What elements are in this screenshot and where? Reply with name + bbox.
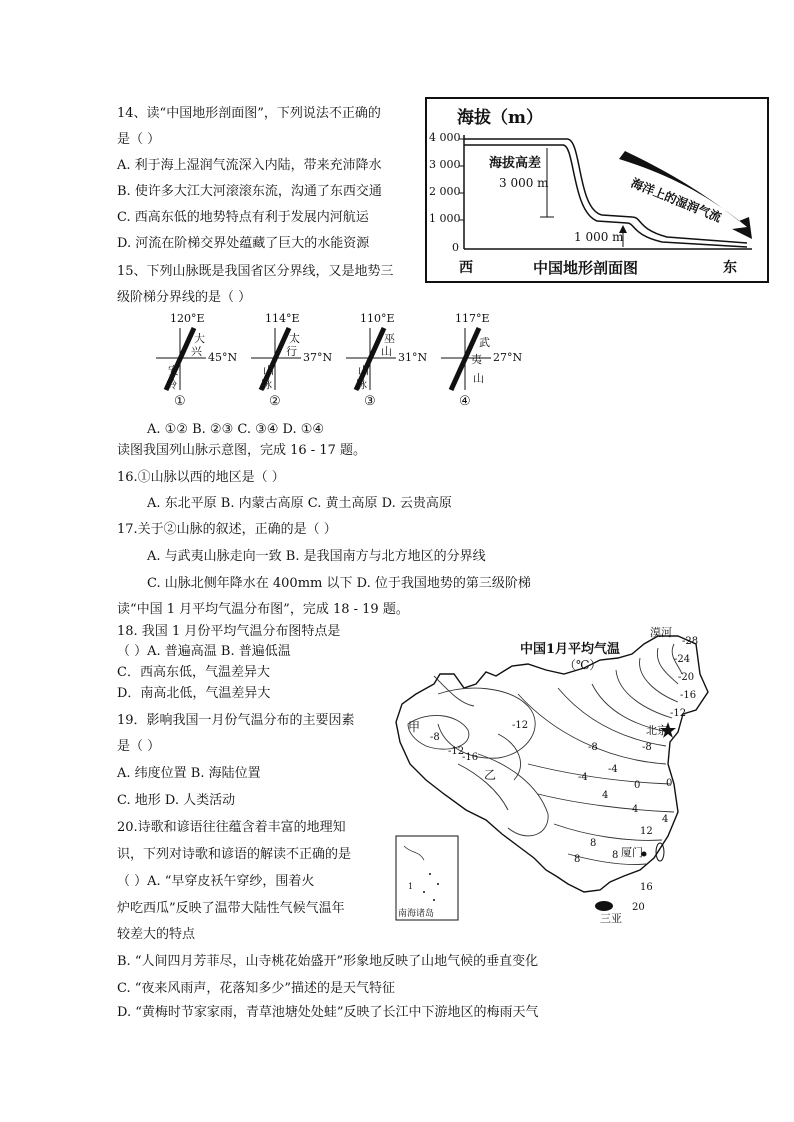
range-3-char-4: 脉 [356, 378, 367, 391]
q19-stem-line2: 是（ ） [117, 739, 161, 754]
map-label-sanya: 三亚 [600, 912, 622, 925]
range-figure-1 [150, 312, 240, 412]
q14-option-b: B. 使许多大江大河滚滚东流，沟通了东西交通 [117, 184, 382, 199]
isotherm-label: -12 [512, 720, 529, 731]
map-title: 中国1月平均气温 [520, 642, 621, 657]
isotherm-label: 4 [602, 790, 609, 801]
q20-option-a-line2: 炉吃西瓜”反映了温带大陆性气候气温年 [117, 901, 345, 916]
range-1-longitude: 120°E [170, 312, 205, 325]
range-4-char-1: 武 [479, 336, 490, 349]
q19-stem-line1: 19．影响我国一月份气温分布的主要因素 [117, 713, 355, 728]
isotherm-label: -4 [578, 772, 588, 783]
isotherm-label: 0 [634, 780, 641, 791]
isotherm-label: 4 [632, 804, 639, 815]
q14-option-a: A. 利于海上湿润气流深入内陆，带来充沛降水 [117, 158, 382, 173]
china-map-drawing [378, 614, 718, 926]
map-label-xiamen: 厦门 [621, 846, 643, 859]
q18-stem: 18. 我国 1 月份平均气温分布图特点是 [117, 624, 341, 639]
intro-18-19: 读“中国 1 月平均气温分布图”，完成 18 - 19 题。 [117, 602, 409, 617]
q20-option-a-line3: 较差大的特点 [117, 927, 196, 942]
range-2-char-2: 行 [286, 345, 297, 358]
isotherm-label: -24 [674, 654, 691, 665]
isotherm-label: 0 [666, 778, 673, 789]
range-figure-4 [435, 312, 525, 412]
isotherm-label: -16 [680, 690, 697, 701]
range-3-char-3: 山 [358, 364, 369, 377]
isotherm-label: -16 [462, 752, 479, 763]
q16-stem: 16.①山脉以西的地区是（ ） [117, 470, 285, 485]
profile-tick-0: 0 [452, 241, 459, 254]
range-1-latitude: 45°N [208, 351, 238, 364]
range-1-number: ① [174, 394, 186, 409]
isotherm-label: -12 [670, 708, 687, 719]
isotherm-label: 8 [612, 850, 619, 861]
isotherm-label: -28 [682, 636, 699, 647]
map-label-beijing: 北京 [646, 724, 668, 737]
isotherm-label: -20 [678, 672, 695, 683]
range-2-char-1: 太 [289, 332, 300, 345]
range-4-char-2: 夷 [471, 353, 482, 366]
profile-tick-4000: 4 000 [429, 131, 461, 144]
range-4-number: ④ [459, 394, 471, 409]
range-1-char-1: 大 [194, 332, 205, 345]
q15-options: A. ①② B. ②③ C. ③④ D. ①④ [147, 422, 325, 437]
q14-stem-line1: 14、读“中国地形剖面图”，下列说法不正确的 [117, 106, 381, 121]
range-3-latitude: 31°N [398, 351, 428, 364]
isotherm-label: -8 [430, 732, 440, 743]
range-figure-3 [340, 312, 430, 412]
map-inset-label: 南海诸岛 [398, 909, 435, 919]
terrain-profile-figure [425, 97, 769, 283]
profile-tick-3000: 3 000 [429, 158, 461, 171]
range-2-longitude: 114°E [265, 312, 300, 325]
profile-low-elevation-value: 1 000 m [574, 230, 624, 244]
range-figure-2 [245, 312, 335, 412]
range-4-latitude: 27°N [493, 351, 523, 364]
q14-stem-line2: 是（ ） [117, 132, 161, 147]
q20-stem-line1: 20.诗歌和谚语往往蕴含着丰富的地理知 [117, 820, 346, 835]
isotherm-label: 12 [640, 826, 653, 837]
january-temperature-map [378, 614, 718, 926]
isotherm-label: 8 [590, 838, 597, 849]
range-2-char-3: 山 [263, 364, 274, 377]
range-4-longitude: 117°E [455, 312, 490, 325]
intro-16-17: 读图我国列山脉示意图，完成 16 - 17 题。 [117, 443, 367, 458]
q20-option-c: C. “夜来风雨声，花落知多少”描述的是天气特征 [117, 981, 396, 996]
isotherm-label: 16 [640, 882, 653, 893]
isotherm-label: 4 [662, 814, 669, 825]
profile-y-axis-label: 海拔（m） [457, 108, 543, 128]
range-4-char-3: 山 [473, 372, 484, 385]
map-unit: （℃） [564, 658, 602, 672]
range-2-char-4: 脉 [261, 378, 272, 391]
map-label-yi: 乙 [484, 768, 497, 782]
range-3-char-1: 巫 [384, 332, 395, 345]
range-1-char-4: 岭 [166, 378, 177, 391]
q14-option-d: D. 河流在阶梯交界处蕴藏了巨大的水能资源 [117, 236, 370, 251]
q15-stem-line2: 级阶梯分界线的是（ ） [117, 290, 252, 305]
q19-options-cd: C. 地形 D. 人类活动 [117, 793, 236, 808]
map-inset-number: 1 [408, 882, 414, 891]
isotherm-label: 20 [632, 902, 645, 913]
q15-stem-line1: 15、下列山脉既是我国省区分界线，又是地势三 [117, 264, 394, 279]
range-1-char-2: 兴 [191, 345, 202, 358]
q20-option-b: B. “人间四月芳菲尽，山寺桃花始盛开”形象地反映了山地气候的垂直变化 [117, 954, 539, 969]
map-label-mohe: 漠河 [650, 626, 672, 639]
range-3-number: ③ [364, 394, 376, 409]
range-3-char-2: 山 [381, 345, 392, 358]
profile-airflow-label: 海洋上的湿润气流 [629, 175, 724, 225]
q17-options-ab: A. 与武夷山脉走向一致 B. 是我国南方与北方地区的分界线 [147, 549, 486, 564]
q17-options-cd: C. 山脉北侧年降水在 400mm 以下 D. 位于我国地势的第三级阶梯 [147, 576, 531, 591]
profile-tick-2000: 2 000 [429, 185, 461, 198]
q20-option-d: D. “黄梅时节家家雨，青草池塘处处蛙”反映了长江中下游地区的梅雨天气 [117, 1005, 539, 1020]
q16-options: A. 东北平原 B. 内蒙古高原 C. 黄土高原 D. 云贵高原 [147, 496, 452, 511]
q19-options-ab: A. 纬度位置 B. 海陆位置 [117, 766, 261, 781]
q17-stem: 17.关于②山脉的叙述，正确的是（ ） [117, 522, 337, 537]
isotherm-label: -4 [608, 764, 618, 775]
profile-height-difference-label: 海拔高差 [489, 156, 542, 171]
isotherm-label: -8 [588, 742, 598, 753]
profile-west-label: 西 [459, 260, 473, 276]
isotherm-label: 8 [574, 854, 581, 865]
q20-stem-line2: 识，下列对诗歌和谚语的解读不正确的是 [117, 847, 352, 862]
q18-option-c: C．西高东低，气温差异大 [117, 665, 270, 680]
q20-option-a-line1: （ ）A. “早穿皮袄午穿纱，围着火 [117, 874, 315, 889]
map-label-jia: 甲 [408, 720, 421, 734]
range-3-longitude: 110°E [360, 312, 395, 325]
range-2-latitude: 37°N [303, 351, 333, 364]
isotherm-label: -8 [642, 742, 652, 753]
isotherm-label: -12 [448, 746, 465, 757]
q14-option-c: C. 西高东低的地势特点有利于发展内河航运 [117, 210, 369, 225]
range-1-char-3: 安 [168, 364, 179, 377]
profile-caption: 中国地形剖面图 [533, 259, 639, 277]
profile-east-label: 东 [723, 260, 737, 276]
q18-option-d: D．南高北低，气温差异大 [117, 686, 271, 701]
profile-height-difference-value: 3 000 m [499, 176, 549, 190]
profile-tick-1000: 1 000 [429, 212, 461, 225]
range-2-number: ② [269, 394, 281, 409]
q18-options-ab: （ ）A. 普遍高温 B. 普遍低温 [117, 644, 291, 659]
